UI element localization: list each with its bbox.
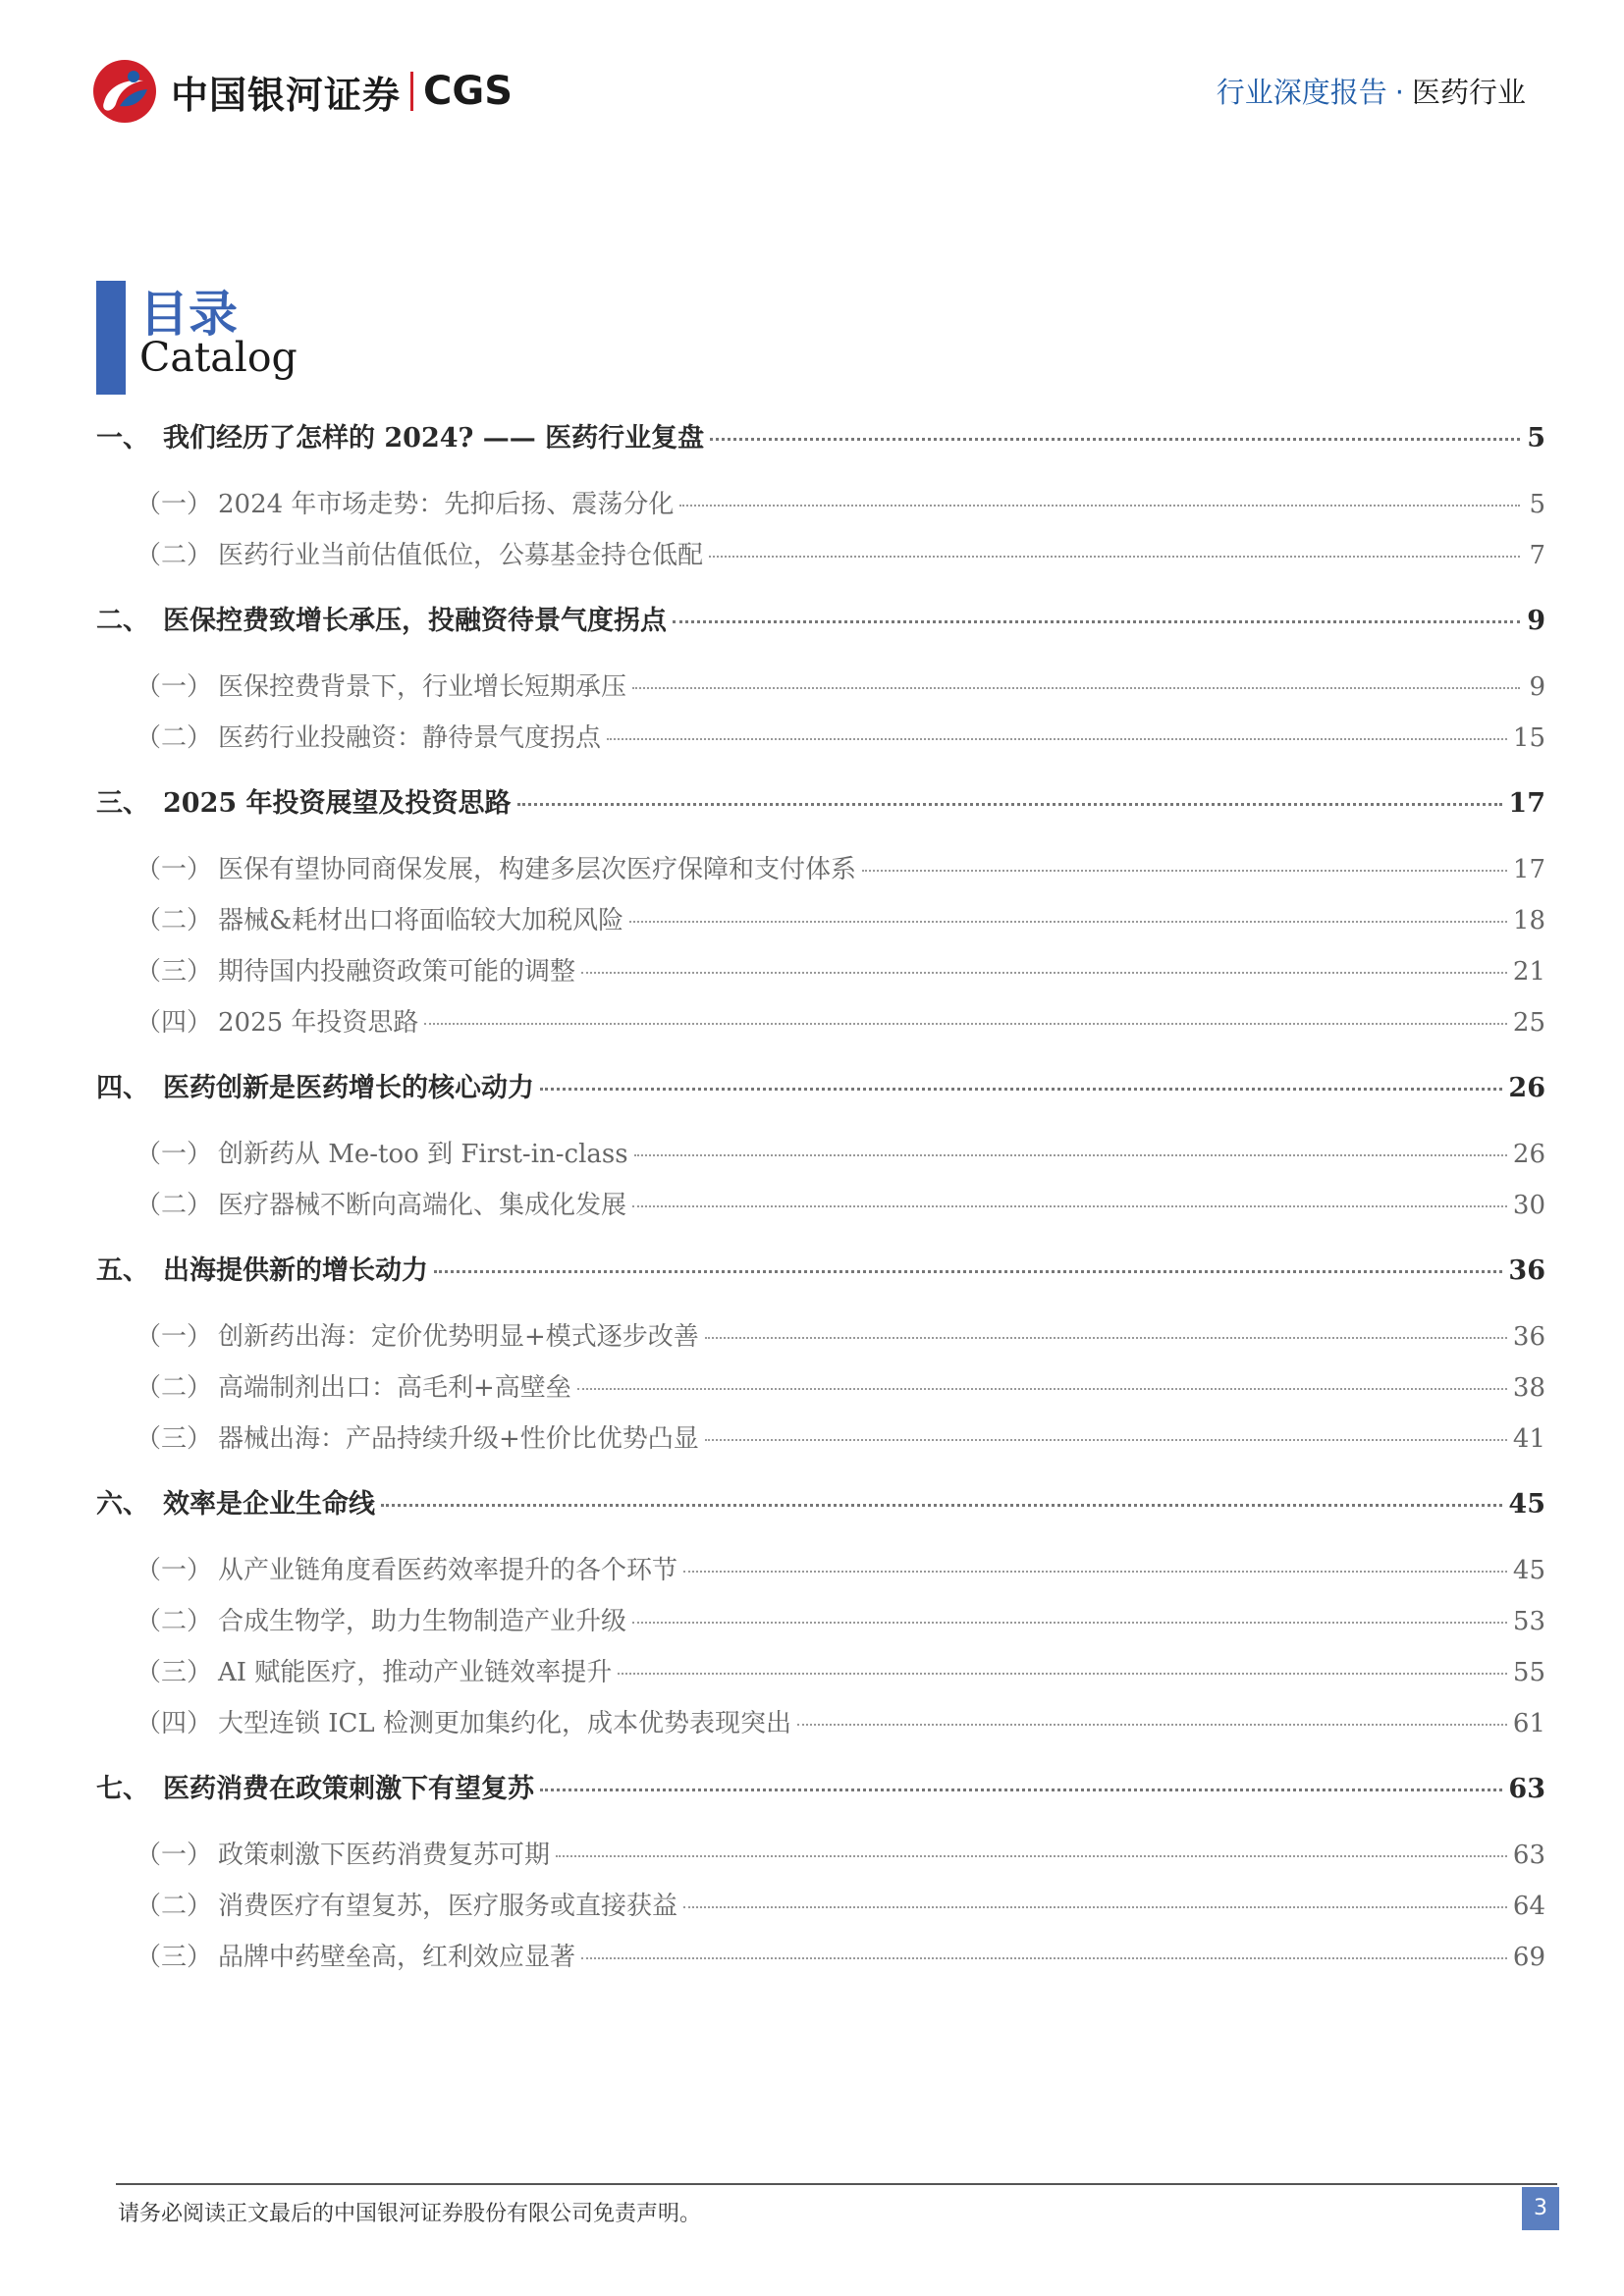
toc-entry-title: 医保控费致增长承压，投融资待景气度拐点 bbox=[163, 606, 667, 636]
toc-section-entry[interactable] bbox=[96, 1655, 1545, 1690]
report-type-separator: · bbox=[1394, 76, 1404, 109]
toc-entry-number: （一） bbox=[135, 1322, 213, 1352]
toc-section-entry[interactable] bbox=[96, 1421, 1545, 1457]
toc-entry-title: 创新药从 Me-too 到 First-in-class bbox=[218, 1140, 628, 1169]
toc-entry-page: 30 bbox=[1512, 1191, 1545, 1220]
toc-entry-page: 9 bbox=[1529, 672, 1545, 702]
toc-chapter-entry[interactable] bbox=[96, 1253, 1545, 1290]
toc-entry-title: 器械&耗材出口将面临较大加税风险 bbox=[218, 906, 624, 935]
toc-entry-page: 36 bbox=[1508, 1255, 1545, 1286]
toc-entry-title: 医疗器械不断向高端化、集成化发展 bbox=[218, 1191, 627, 1220]
toc-entry-number: （一） bbox=[135, 855, 213, 884]
report-category bbox=[1217, 71, 1526, 111]
toc-entry-number: （一） bbox=[135, 490, 213, 519]
toc-entry-title: 医药创新是医药增长的核心动力 bbox=[163, 1073, 534, 1103]
toc-section-entry[interactable] bbox=[96, 1838, 1545, 1873]
toc-entry-number: （二） bbox=[135, 1607, 213, 1636]
cgs-logo-icon bbox=[90, 57, 159, 126]
toc-entry-page: 36 bbox=[1512, 1322, 1545, 1352]
toc-dot-leader bbox=[862, 870, 1507, 872]
toc-entry-title: 医保控费背景下，行业增长短期承压 bbox=[218, 672, 627, 702]
toc-entry-title: 医药消费在政策刺激下有望复苏 bbox=[163, 1774, 534, 1804]
toc-chapter-entry[interactable] bbox=[96, 1771, 1545, 1808]
toc-chapter-entry[interactable] bbox=[96, 420, 1545, 457]
toc-section-entry[interactable] bbox=[96, 1604, 1545, 1639]
toc-section-entry[interactable] bbox=[96, 852, 1545, 887]
toc-entry-number: （一） bbox=[135, 1841, 213, 1870]
toc-section-entry[interactable] bbox=[96, 538, 1545, 573]
catalog-accent-bar bbox=[96, 281, 126, 395]
toc-entry-title: 消费医疗有望复苏，医疗服务或直接获益 bbox=[218, 1892, 678, 1921]
toc-section-entry[interactable] bbox=[96, 721, 1545, 756]
toc-chapter-entry[interactable] bbox=[96, 603, 1545, 640]
toc-section-entry[interactable] bbox=[96, 1940, 1545, 1975]
toc-entry-title: 医药行业当前估值低位，公募基金持仓低配 bbox=[218, 541, 704, 570]
toc-entry-number: （三） bbox=[135, 957, 213, 987]
toc-dot-leader bbox=[632, 687, 1520, 689]
toc-entry-number: （二） bbox=[135, 723, 213, 753]
toc-entry-number: （一） bbox=[135, 1556, 213, 1585]
table-of-contents bbox=[96, 420, 1545, 1975]
toc-entry-title: 医保有望协同商保发展，构建多层次医疗保障和支付体系 bbox=[218, 855, 857, 884]
toc-entry-page: 17 bbox=[1512, 855, 1545, 884]
toc-dot-leader bbox=[607, 738, 1507, 740]
toc-dot-leader bbox=[434, 1270, 1502, 1273]
toc-entry-page: 63 bbox=[1508, 1774, 1545, 1804]
toc-dot-leader bbox=[709, 556, 1520, 558]
toc-entry-title: 我们经历了怎样的 2024? —— 医药行业复盘 bbox=[163, 423, 705, 454]
toc-chapter-entry[interactable] bbox=[96, 785, 1545, 823]
toc-entry-number: 四、 bbox=[96, 1073, 149, 1103]
toc-entry-title: 效率是企业生命线 bbox=[163, 1489, 375, 1520]
toc-entry-page: 69 bbox=[1512, 1943, 1545, 1972]
toc-chapter-entry[interactable] bbox=[96, 1486, 1545, 1523]
toc-entry-number: （二） bbox=[135, 906, 213, 935]
toc-entry-number: 二、 bbox=[96, 606, 149, 636]
toc-dot-leader bbox=[710, 438, 1520, 441]
toc-entry-title: 合成生物学，助力生物制造产业升级 bbox=[218, 1607, 627, 1636]
toc-dot-leader bbox=[634, 1154, 1507, 1156]
toc-entry-page: 26 bbox=[1512, 1140, 1545, 1169]
toc-section-entry[interactable] bbox=[96, 903, 1545, 938]
toc-section-entry[interactable] bbox=[96, 1188, 1545, 1223]
toc-dot-leader bbox=[618, 1673, 1507, 1675]
toc-entry-title: 器械出海：产品持续升级+性价比优势凸显 bbox=[218, 1424, 699, 1454]
toc-entry-page: 63 bbox=[1512, 1841, 1545, 1870]
toc-entry-page: 15 bbox=[1512, 723, 1545, 753]
toc-dot-leader bbox=[629, 921, 1507, 923]
toc-entry-number: （二） bbox=[135, 541, 213, 570]
toc-entry-title: 医药行业投融资：静待景气度拐点 bbox=[218, 723, 602, 753]
toc-section-entry[interactable] bbox=[96, 1706, 1545, 1741]
toc-dot-leader bbox=[577, 1388, 1507, 1390]
toc-entry-number: （四） bbox=[135, 1709, 213, 1738]
toc-dot-leader bbox=[797, 1724, 1507, 1726]
toc-entry-page: 9 bbox=[1527, 606, 1545, 636]
toc-dot-leader bbox=[556, 1855, 1507, 1857]
toc-entry-number: 三、 bbox=[96, 788, 149, 819]
toc-dot-leader bbox=[679, 505, 1520, 507]
toc-section-entry[interactable] bbox=[96, 1553, 1545, 1588]
toc-entry-page: 18 bbox=[1512, 906, 1545, 935]
toc-dot-leader bbox=[705, 1439, 1507, 1441]
toc-entry-number: （四） bbox=[135, 1008, 213, 1038]
logo-chinese-name: 中国银河证券 bbox=[171, 73, 402, 117]
toc-entry-page: 64 bbox=[1512, 1892, 1545, 1921]
toc-entry-page: 61 bbox=[1512, 1709, 1545, 1738]
toc-entry-number: 六、 bbox=[96, 1489, 149, 1520]
toc-entry-title: 期待国内投融资政策可能的调整 bbox=[218, 957, 576, 987]
toc-entry-title: 政策刺激下医药消费复苏可期 bbox=[218, 1841, 551, 1870]
toc-entry-number: （一） bbox=[135, 1140, 213, 1169]
toc-chapter-entry[interactable] bbox=[96, 1070, 1545, 1107]
toc-dot-leader bbox=[381, 1504, 1502, 1507]
toc-dot-leader bbox=[540, 1789, 1502, 1791]
toc-entry-title: 创新药出海：定价优势明显+模式逐步改善 bbox=[218, 1322, 699, 1352]
footer-disclaimer: 请务必阅读正文最后的中国银河证券股份有限公司免责声明。 bbox=[118, 2202, 702, 2226]
toc-entry-page: 17 bbox=[1508, 788, 1545, 819]
toc-dot-leader bbox=[632, 1205, 1507, 1207]
toc-entry-number: （三） bbox=[135, 1943, 213, 1972]
toc-dot-leader bbox=[517, 803, 1503, 806]
page-header bbox=[0, 0, 1624, 147]
footer-divider bbox=[116, 2183, 1557, 2185]
toc-section-entry[interactable] bbox=[96, 1370, 1545, 1406]
toc-entry-number: （三） bbox=[135, 1424, 213, 1454]
toc-dot-leader bbox=[632, 1622, 1507, 1624]
toc-section-entry[interactable] bbox=[96, 1889, 1545, 1924]
toc-dot-leader bbox=[673, 620, 1520, 623]
toc-entry-title: 大型连锁 ICL 检测更加集约化，成本优势表现突出 bbox=[218, 1709, 791, 1738]
report-type-label: 行业深度报告 bbox=[1216, 76, 1387, 109]
toc-entry-number: （二） bbox=[135, 1892, 213, 1921]
toc-entry-title: 2025 年投资思路 bbox=[218, 1008, 419, 1038]
logo-english-name: CGS bbox=[423, 69, 514, 114]
toc-entry-page: 5 bbox=[1527, 423, 1545, 454]
toc-entry-title: 高端制剂出口：高毛利+高壁垒 bbox=[218, 1373, 571, 1403]
toc-entry-title: 出海提供新的增长动力 bbox=[163, 1255, 428, 1286]
catalog-title-cn: 目录 bbox=[139, 285, 238, 343]
catalog-title-en: Catalog bbox=[139, 334, 298, 381]
toc-entry-number: 五、 bbox=[96, 1255, 149, 1286]
toc-entry-page: 53 bbox=[1512, 1607, 1545, 1636]
toc-entry-number: （二） bbox=[135, 1191, 213, 1220]
toc-entry-number: 七、 bbox=[96, 1774, 149, 1804]
toc-entry-number: 一、 bbox=[96, 423, 149, 454]
toc-dot-leader bbox=[705, 1337, 1507, 1339]
toc-entry-page: 55 bbox=[1512, 1658, 1545, 1687]
toc-dot-leader bbox=[540, 1088, 1502, 1091]
toc-entry-title: 2024 年市场走势：先抑后扬、震荡分化 bbox=[218, 490, 675, 519]
toc-section-entry[interactable] bbox=[96, 1005, 1545, 1041]
toc-entry-number: （一） bbox=[135, 672, 213, 702]
industry-label: 医药行业 bbox=[1411, 76, 1526, 109]
toc-entry-page: 45 bbox=[1512, 1556, 1545, 1585]
toc-entry-title: 从产业链角度看医药效率提升的各个环节 bbox=[218, 1556, 678, 1585]
toc-section-entry[interactable] bbox=[96, 1319, 1545, 1355]
toc-dot-leader bbox=[581, 1957, 1507, 1959]
toc-entry-page: 5 bbox=[1529, 490, 1545, 519]
toc-dot-leader bbox=[683, 1571, 1507, 1573]
toc-section-entry[interactable] bbox=[96, 1137, 1545, 1172]
toc-section-entry[interactable] bbox=[96, 669, 1545, 705]
toc-entry-number: （三） bbox=[135, 1658, 213, 1687]
toc-section-entry[interactable] bbox=[96, 487, 1545, 522]
toc-dot-leader bbox=[683, 1906, 1507, 1908]
toc-entry-title: 2025 年投资展望及投资思路 bbox=[163, 788, 512, 819]
toc-entry-page: 21 bbox=[1512, 957, 1545, 987]
toc-dot-leader bbox=[424, 1023, 1506, 1025]
toc-entry-page: 45 bbox=[1508, 1489, 1545, 1520]
toc-entry-page: 38 bbox=[1512, 1373, 1545, 1403]
company-logo bbox=[90, 57, 513, 126]
toc-entry-page: 26 bbox=[1508, 1073, 1545, 1103]
toc-entry-page: 25 bbox=[1512, 1008, 1545, 1038]
toc-entry-title: AI 赋能医疗，推动产业链效率提升 bbox=[218, 1658, 613, 1687]
toc-entry-number: （二） bbox=[135, 1373, 213, 1403]
toc-entry-page: 7 bbox=[1529, 541, 1545, 570]
footer-page-number: 3 bbox=[1522, 2187, 1559, 2230]
logo-divider bbox=[410, 72, 413, 111]
toc-entry-title: 品牌中药壁垒高，红利效应显著 bbox=[218, 1943, 576, 1972]
toc-section-entry[interactable] bbox=[96, 954, 1545, 989]
toc-dot-leader bbox=[581, 972, 1507, 974]
toc-entry-page: 41 bbox=[1512, 1424, 1545, 1454]
